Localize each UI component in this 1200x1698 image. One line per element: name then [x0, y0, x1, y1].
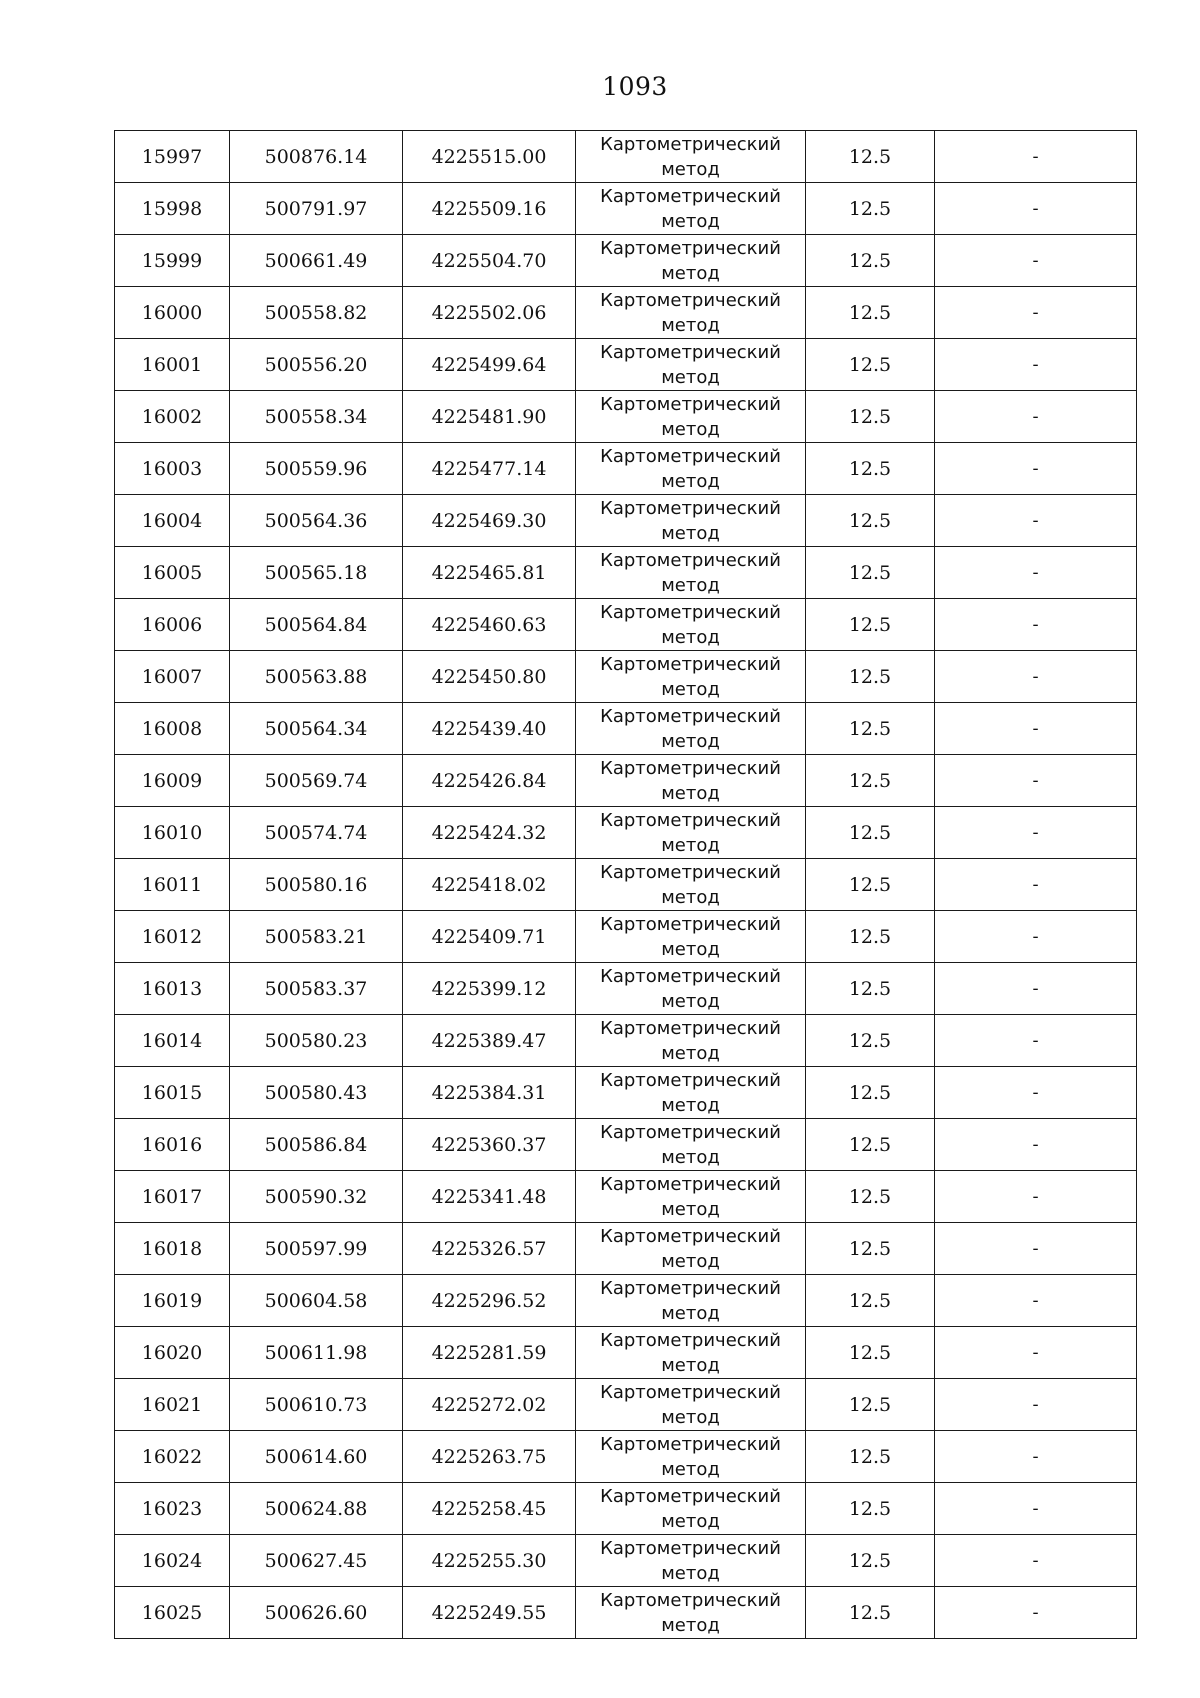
x-coordinate-cell: 500564.36: [230, 495, 403, 547]
point-number-cell: 16002: [115, 391, 230, 443]
method-line1: Картометрический: [600, 185, 781, 207]
description-cell: -: [935, 599, 1137, 651]
table-row: [115, 1119, 1137, 1171]
method-line1: Картометрический: [600, 913, 781, 935]
method-line2: метод: [661, 210, 720, 232]
x-coordinate-cell: 500563.88: [230, 651, 403, 703]
precision-cell: 12.5: [806, 703, 935, 755]
method-line1: Картометрический: [600, 1017, 781, 1039]
method-line1: Картометрический: [600, 549, 781, 571]
point-number-cell: 15999: [115, 235, 230, 287]
method-line1: Картометрический: [600, 1485, 781, 1507]
table-row: [115, 1275, 1137, 1327]
description-cell: -: [935, 807, 1137, 859]
method-line1: Картометрический: [600, 861, 781, 883]
y-coordinate-cell: 4225460.63: [403, 599, 576, 651]
x-coordinate-cell: 500611.98: [230, 1327, 403, 1379]
method-line1: Картометрический: [600, 809, 781, 831]
description-cell: -: [935, 287, 1137, 339]
description-cell: -: [935, 651, 1137, 703]
y-coordinate-cell: 4225499.64: [403, 339, 576, 391]
precision-cell: 12.5: [806, 963, 935, 1015]
method-line2: метод: [661, 366, 720, 388]
x-coordinate-cell: 500586.84: [230, 1119, 403, 1171]
method-line1: Картометрический: [600, 497, 781, 519]
precision-cell: 12.5: [806, 599, 935, 651]
method-line2: метод: [661, 1042, 720, 1064]
precision-cell: 12.5: [806, 131, 935, 183]
method-cell: [576, 1483, 806, 1535]
y-coordinate-cell: 4225263.75: [403, 1431, 576, 1483]
precision-cell: 12.5: [806, 1275, 935, 1327]
x-coordinate-cell: 500580.23: [230, 1015, 403, 1067]
precision-cell: 12.5: [806, 391, 935, 443]
precision-cell: 12.5: [806, 287, 935, 339]
method-line2: метод: [661, 626, 720, 648]
y-coordinate-cell: 4225399.12: [403, 963, 576, 1015]
coordinates-table: [114, 130, 1137, 1639]
method-cell: [576, 391, 806, 443]
table-row: [115, 391, 1137, 443]
table-row: [115, 339, 1137, 391]
method-line2: метод: [661, 522, 720, 544]
description-cell: -: [935, 1483, 1137, 1535]
method-line1: Картометрический: [600, 445, 781, 467]
method-line2: метод: [661, 1302, 720, 1324]
table-row: [115, 807, 1137, 859]
coordinates-table-body: [115, 131, 1137, 1639]
point-number-cell: 16005: [115, 547, 230, 599]
description-cell: -: [935, 703, 1137, 755]
point-number-cell: 16017: [115, 1171, 230, 1223]
table-row: [115, 963, 1137, 1015]
method-cell: [576, 703, 806, 755]
description-cell: -: [935, 1587, 1137, 1639]
x-coordinate-cell: 500583.37: [230, 963, 403, 1015]
point-number-cell: 16014: [115, 1015, 230, 1067]
method-line1: Картометрический: [600, 1173, 781, 1195]
method-line2: метод: [661, 1198, 720, 1220]
description-cell: -: [935, 859, 1137, 911]
description-cell: -: [935, 339, 1137, 391]
table-row: [115, 495, 1137, 547]
point-number-cell: 15997: [115, 131, 230, 183]
method-cell: [576, 183, 806, 235]
precision-cell: 12.5: [806, 1171, 935, 1223]
method-line2: метод: [661, 158, 720, 180]
method-line1: Картометрический: [600, 1069, 781, 1091]
description-cell: -: [935, 183, 1137, 235]
precision-cell: 12.5: [806, 235, 935, 287]
description-cell: -: [935, 235, 1137, 287]
description-cell: -: [935, 755, 1137, 807]
method-line1: Картометрический: [600, 1433, 781, 1455]
precision-cell: 12.5: [806, 443, 935, 495]
y-coordinate-cell: 4225465.81: [403, 547, 576, 599]
y-coordinate-cell: 4225504.70: [403, 235, 576, 287]
method-line1: Картометрический: [600, 757, 781, 779]
y-coordinate-cell: 4225424.32: [403, 807, 576, 859]
y-coordinate-cell: 4225296.52: [403, 1275, 576, 1327]
x-coordinate-cell: 500559.96: [230, 443, 403, 495]
point-number-cell: 16021: [115, 1379, 230, 1431]
method-line2: метод: [661, 1510, 720, 1532]
y-coordinate-cell: 4225515.00: [403, 131, 576, 183]
point-number-cell: 16004: [115, 495, 230, 547]
precision-cell: 12.5: [806, 1327, 935, 1379]
method-line2: метод: [661, 574, 720, 596]
method-line2: метод: [661, 730, 720, 752]
point-number-cell: 16020: [115, 1327, 230, 1379]
method-cell: [576, 1223, 806, 1275]
point-number-cell: 16019: [115, 1275, 230, 1327]
method-cell: [576, 235, 806, 287]
method-line1: Картометрический: [600, 133, 781, 155]
y-coordinate-cell: 4225272.02: [403, 1379, 576, 1431]
table-row: [115, 1015, 1137, 1067]
method-line1: Картометрический: [600, 601, 781, 623]
method-line2: метод: [661, 1250, 720, 1272]
method-line1: Картометрический: [600, 1277, 781, 1299]
method-line2: метод: [661, 262, 720, 284]
method-line1: Картометрический: [600, 1121, 781, 1143]
x-coordinate-cell: 500614.60: [230, 1431, 403, 1483]
x-coordinate-cell: 500661.49: [230, 235, 403, 287]
point-number-cell: 16012: [115, 911, 230, 963]
method-line2: метод: [661, 990, 720, 1012]
point-number-cell: 16001: [115, 339, 230, 391]
method-line1: Картометрический: [600, 237, 781, 259]
method-line2: метод: [661, 1146, 720, 1168]
method-line1: Картометрический: [600, 965, 781, 987]
x-coordinate-cell: 500564.34: [230, 703, 403, 755]
point-number-cell: 16018: [115, 1223, 230, 1275]
table-row: [115, 599, 1137, 651]
y-coordinate-cell: 4225439.40: [403, 703, 576, 755]
method-line2: метод: [661, 886, 720, 908]
method-line2: метод: [661, 1458, 720, 1480]
description-cell: -: [935, 963, 1137, 1015]
method-line1: Картометрический: [600, 1329, 781, 1351]
precision-cell: 12.5: [806, 339, 935, 391]
method-cell: [576, 1535, 806, 1587]
y-coordinate-cell: 4225426.84: [403, 755, 576, 807]
table-row: [115, 183, 1137, 235]
y-coordinate-cell: 4225409.71: [403, 911, 576, 963]
method-cell: [576, 1275, 806, 1327]
x-coordinate-cell: 500590.32: [230, 1171, 403, 1223]
y-coordinate-cell: 4225341.48: [403, 1171, 576, 1223]
description-cell: -: [935, 1223, 1137, 1275]
x-coordinate-cell: 500564.84: [230, 599, 403, 651]
table-row: [115, 1431, 1137, 1483]
point-number-cell: 16008: [115, 703, 230, 755]
method-cell: [576, 1119, 806, 1171]
y-coordinate-cell: 4225384.31: [403, 1067, 576, 1119]
y-coordinate-cell: 4225249.55: [403, 1587, 576, 1639]
precision-cell: 12.5: [806, 1431, 935, 1483]
description-cell: -: [935, 391, 1137, 443]
method-line2: метод: [661, 782, 720, 804]
method-line2: метод: [661, 1094, 720, 1116]
method-line2: метод: [661, 678, 720, 700]
point-number-cell: 16009: [115, 755, 230, 807]
x-coordinate-cell: 500569.74: [230, 755, 403, 807]
method-cell: [576, 339, 806, 391]
description-cell: -: [935, 1119, 1137, 1171]
point-number-cell: 16016: [115, 1119, 230, 1171]
x-coordinate-cell: 500583.21: [230, 911, 403, 963]
y-coordinate-cell: 4225450.80: [403, 651, 576, 703]
method-line2: метод: [661, 418, 720, 440]
x-coordinate-cell: 500597.99: [230, 1223, 403, 1275]
x-coordinate-cell: 500876.14: [230, 131, 403, 183]
y-coordinate-cell: 4225326.57: [403, 1223, 576, 1275]
table-row: [115, 1483, 1137, 1535]
point-number-cell: 16010: [115, 807, 230, 859]
table-row: [115, 1587, 1137, 1639]
table-row: [115, 443, 1137, 495]
x-coordinate-cell: 500627.45: [230, 1535, 403, 1587]
x-coordinate-cell: 500580.16: [230, 859, 403, 911]
precision-cell: 12.5: [806, 755, 935, 807]
method-cell: [576, 495, 806, 547]
x-coordinate-cell: 500604.58: [230, 1275, 403, 1327]
method-cell: [576, 1067, 806, 1119]
x-coordinate-cell: 500610.73: [230, 1379, 403, 1431]
point-number-cell: 16013: [115, 963, 230, 1015]
point-number-cell: 15998: [115, 183, 230, 235]
x-coordinate-cell: 500558.82: [230, 287, 403, 339]
description-cell: -: [935, 547, 1137, 599]
method-line1: Картометрический: [600, 1537, 781, 1559]
method-line1: Картометрический: [600, 1381, 781, 1403]
precision-cell: 12.5: [806, 911, 935, 963]
point-number-cell: 16003: [115, 443, 230, 495]
method-line1: Картометрический: [600, 289, 781, 311]
table-row: [115, 547, 1137, 599]
method-line2: метод: [661, 1406, 720, 1428]
method-cell: [576, 1379, 806, 1431]
precision-cell: 12.5: [806, 1379, 935, 1431]
point-number-cell: 16015: [115, 1067, 230, 1119]
table-row: [115, 1171, 1137, 1223]
table-row: [115, 703, 1137, 755]
table-row: [115, 911, 1137, 963]
precision-cell: 12.5: [806, 651, 935, 703]
point-number-cell: 16025: [115, 1587, 230, 1639]
method-line1: Картометрический: [600, 393, 781, 415]
precision-cell: 12.5: [806, 183, 935, 235]
y-coordinate-cell: 4225418.02: [403, 859, 576, 911]
y-coordinate-cell: 4225509.16: [403, 183, 576, 235]
x-coordinate-cell: 500558.34: [230, 391, 403, 443]
y-coordinate-cell: 4225281.59: [403, 1327, 576, 1379]
method-line1: Картометрический: [600, 1589, 781, 1611]
table-row: [115, 859, 1137, 911]
table-row: [115, 1379, 1137, 1431]
precision-cell: 12.5: [806, 1015, 935, 1067]
x-coordinate-cell: 500565.18: [230, 547, 403, 599]
precision-cell: 12.5: [806, 1067, 935, 1119]
table-row: [115, 755, 1137, 807]
method-line1: Картометрический: [600, 341, 781, 363]
table-row: [115, 1067, 1137, 1119]
method-cell: [576, 547, 806, 599]
y-coordinate-cell: 4225360.37: [403, 1119, 576, 1171]
description-cell: -: [935, 1067, 1137, 1119]
method-line2: метод: [661, 938, 720, 960]
description-cell: -: [935, 131, 1137, 183]
description-cell: -: [935, 1171, 1137, 1223]
table-row: [115, 131, 1137, 183]
point-number-cell: 16022: [115, 1431, 230, 1483]
y-coordinate-cell: 4225502.06: [403, 287, 576, 339]
precision-cell: 12.5: [806, 859, 935, 911]
method-line2: метод: [661, 1354, 720, 1376]
x-coordinate-cell: 500574.74: [230, 807, 403, 859]
method-line2: метод: [661, 834, 720, 856]
point-number-cell: 16006: [115, 599, 230, 651]
description-cell: -: [935, 1015, 1137, 1067]
description-cell: -: [935, 1379, 1137, 1431]
method-cell: [576, 859, 806, 911]
y-coordinate-cell: 4225481.90: [403, 391, 576, 443]
x-coordinate-cell: 500580.43: [230, 1067, 403, 1119]
table-row: [115, 287, 1137, 339]
y-coordinate-cell: 4225258.45: [403, 1483, 576, 1535]
method-cell: [576, 1587, 806, 1639]
description-cell: -: [935, 1275, 1137, 1327]
precision-cell: 12.5: [806, 1119, 935, 1171]
table-row: [115, 651, 1137, 703]
x-coordinate-cell: 500624.88: [230, 1483, 403, 1535]
precision-cell: 12.5: [806, 807, 935, 859]
method-line1: Картометрический: [600, 705, 781, 727]
method-cell: [576, 287, 806, 339]
point-number-cell: 16000: [115, 287, 230, 339]
table-row: [115, 1223, 1137, 1275]
precision-cell: 12.5: [806, 1483, 935, 1535]
description-cell: -: [935, 495, 1137, 547]
method-line1: Картометрический: [600, 1225, 781, 1247]
y-coordinate-cell: 4225469.30: [403, 495, 576, 547]
method-line2: метод: [661, 314, 720, 336]
method-cell: [576, 1327, 806, 1379]
precision-cell: 12.5: [806, 1535, 935, 1587]
method-line2: метод: [661, 1562, 720, 1584]
x-coordinate-cell: 500556.20: [230, 339, 403, 391]
method-cell: [576, 443, 806, 495]
y-coordinate-cell: 4225477.14: [403, 443, 576, 495]
y-coordinate-cell: 4225255.30: [403, 1535, 576, 1587]
method-cell: [576, 807, 806, 859]
y-coordinate-cell: 4225389.47: [403, 1015, 576, 1067]
description-cell: -: [935, 911, 1137, 963]
precision-cell: 12.5: [806, 495, 935, 547]
method-cell: [576, 599, 806, 651]
description-cell: -: [935, 1535, 1137, 1587]
table-row: [115, 1535, 1137, 1587]
point-number-cell: 16007: [115, 651, 230, 703]
point-number-cell: 16024: [115, 1535, 230, 1587]
table-row: [115, 1327, 1137, 1379]
method-cell: [576, 755, 806, 807]
method-line2: метод: [661, 1614, 720, 1636]
method-cell: [576, 963, 806, 1015]
point-number-cell: 16011: [115, 859, 230, 911]
method-line2: метод: [661, 470, 720, 492]
point-number-cell: 16023: [115, 1483, 230, 1535]
precision-cell: 12.5: [806, 547, 935, 599]
method-cell: [576, 911, 806, 963]
method-line1: Картометрический: [600, 653, 781, 675]
x-coordinate-cell: 500791.97: [230, 183, 403, 235]
description-cell: -: [935, 443, 1137, 495]
description-cell: -: [935, 1431, 1137, 1483]
table-row: [115, 235, 1137, 287]
method-cell: [576, 1171, 806, 1223]
method-cell: [576, 651, 806, 703]
x-coordinate-cell: 500626.60: [230, 1587, 403, 1639]
precision-cell: 12.5: [806, 1587, 935, 1639]
method-cell: [576, 1015, 806, 1067]
precision-cell: 12.5: [806, 1223, 935, 1275]
method-cell: [576, 131, 806, 183]
description-cell: -: [935, 1327, 1137, 1379]
page-number: 1093: [602, 72, 668, 101]
method-cell: [576, 1431, 806, 1483]
